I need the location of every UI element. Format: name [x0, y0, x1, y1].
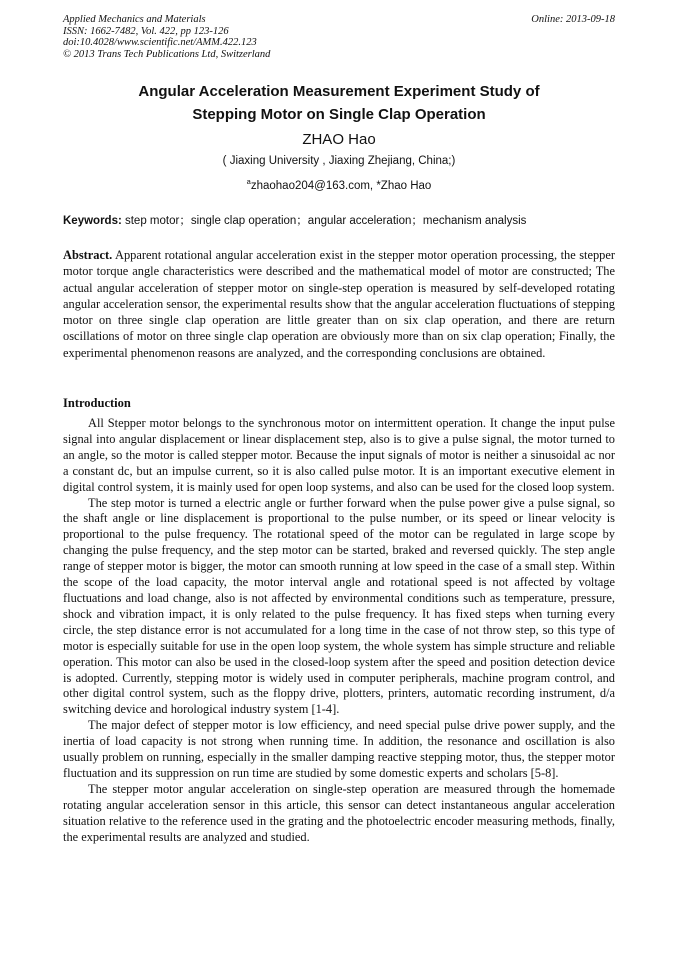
- abstract: [63, 247, 615, 361]
- section-heading-introduction: Introduction: [63, 396, 131, 410]
- introduction-body: [63, 416, 615, 845]
- paragraph: The major defect of stepper motor is low efficiency, and need special pulse drive power supply, and the inertia of load capacity is not strong when running time. In addition, the resonance and oscillation is also usually problem on running, especially in the smaller damping reactive stepping motor, thus, the stepper motor fluctuation and its suppression on run time are studied by some domestic experts and scholars [5-8].: [63, 718, 615, 780]
- doi-line: doi:10.4028/www.scientific.net/AMM.422.123: [63, 37, 257, 49]
- paragraph: The stepper motor angular acceleration on single-step operation are measured through the homemade rotating angular acceleration sensor in this article, this sensor can detect instantaneous angular acceleration situation relative to the reference used in the grating and the photoelectric encoder measuring methods, finally, the experimental results are analyzed and studied.: [63, 781, 615, 844]
- email-superscript: a: [246, 177, 251, 186]
- abstract-label: Abstract.: [63, 248, 113, 262]
- paragraph: All Stepper motor belongs to the synchronous motor on intermittent operation. It change the input pulse signal into angular displacement or linear displacement step, also is to give a pulse signal, the motor turned to an angle, so the motor is called stepper motor. Because the input signals of motor is neither a sinusoidal ac nor a constant dc, but an impulse current, so it is also called pulse motor. It is an important executive element in digital control system, it is mainly used for open loop systems, and also can be used for the closed loop system.: [63, 416, 615, 494]
- keywords-label: Keywords:: [63, 215, 122, 227]
- online-date: Online: 2013-09-18: [531, 14, 615, 25]
- paragraph: The step motor is turned a electric angle or further forward when the pulse power give a pulse signal, so the shaft angle or line displacement is proportional to the pulse number, or its speed or linear velocity is proportional to the pulse frequency. The rotational speed of the motor can be regulated in large scope by changing the pulse frequency, and the step motor can be started, braked and reversed quickly. The step angle range of stepper motor is bigger, the motor can smooth running at low speed in the case of a small step. Within the scope of the load capacity, the motor interval angle and rotational speed is not affected by voltage fluctuations and load change, also is not affected by environmental conditions such as temperature, pressure, shock and vibration impact, it is only related to the pulse frequency. It has fixed steps when turning every circle, the step distance error is not accumulated for a long time in the case of not throw step, so this type of motor is especially suitable for use in the open loop system, the whole system has simple structure and reliable operation. This motor can also be used in the closed-loop system after the speed and position detection device is adopted. Currently, stepping motor is widely used in computer peripherals, machine program control, and other digital control system, such as the floppy drive, plotters, printers, automatic recording instrument, d/a switching device and horological industry system [1-4].: [63, 495, 615, 717]
- keywords-list: step motor；single clap operation；angular acceleration；mechanism analysis: [121, 215, 527, 227]
- author-name: ZHAO Hao: [302, 131, 376, 148]
- journal-name: Applied Mechanics and Materials: [63, 14, 206, 25]
- copyright-line: © 2013 Trans Tech Publications Ltd, Switzerland: [63, 48, 271, 60]
- title-line-2: Stepping Motor on Single Clap Operation: [192, 106, 486, 123]
- abstract-text: Apparent rotational angular acceleration exist in the stepper motor operation processing, the stepper motor torque angle characteristics were described and the mathematical model of motor are constructed; The actual angular acceleration of stepper motor on single-step operation is measured by self-developed rotating angular acceleration sensor, the experimental results show that the angular acceleration fluctuations of stepping motor on three single clap operation are little greater than on six clap operation, and there are return oscillations of motor on three single clap operation are obviously more than on six clap operation; Finally, the experimental phenomenon reasons are analyzed, and the corresponding conclusions are obtained.: [63, 248, 615, 360]
- affiliation: ( Jiaxing University , Jiaxing Zhejiang, China;): [222, 155, 456, 167]
- issn-line: ISSN: 1662-7482, Vol. 422, pp 123-126: [63, 25, 229, 37]
- keywords: [63, 212, 615, 228]
- paper-title: [63, 80, 615, 126]
- title-line-1: Angular Acceleration Measurement Experiment Study of: [138, 83, 540, 100]
- email-text: zhaohao204@163.com, *Zhao Hao: [250, 179, 432, 192]
- author-email: [63, 177, 615, 192]
- journal-header: [63, 14, 615, 60]
